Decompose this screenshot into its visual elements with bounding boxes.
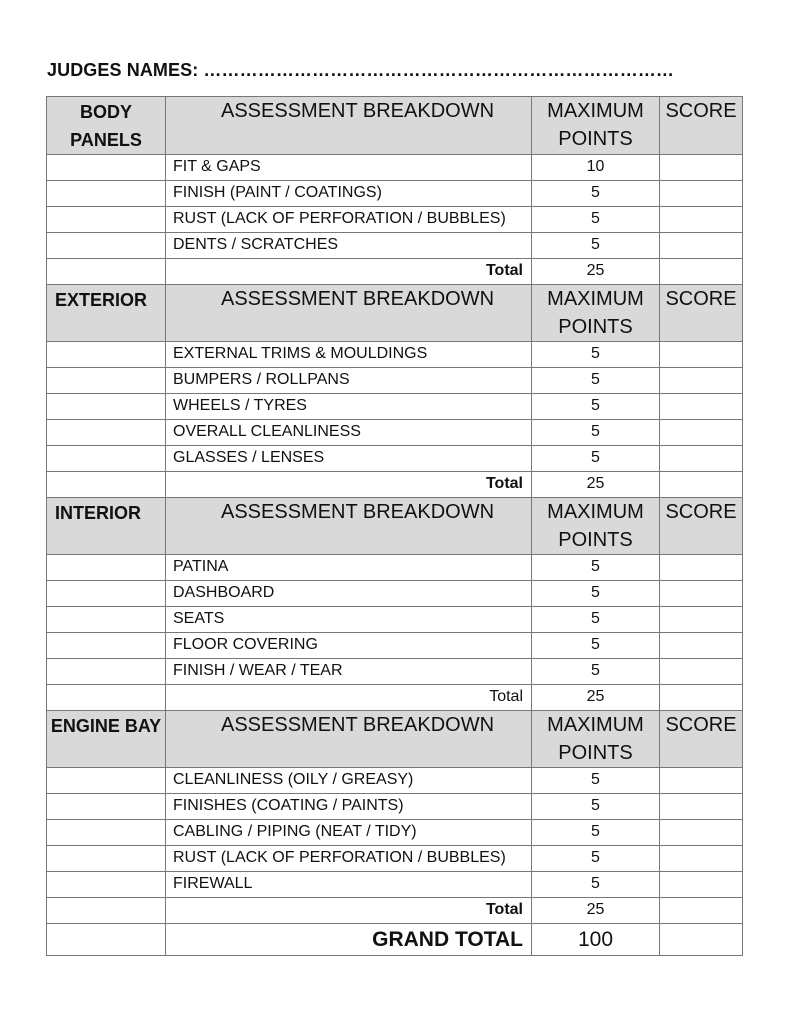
blank-cell xyxy=(47,820,166,846)
score-entry-cell[interactable] xyxy=(660,155,743,181)
criteria-max-points: 5 xyxy=(532,794,660,820)
criteria-row xyxy=(47,181,743,207)
criteria-label: RUST (LACK OF PERFORATION / BUBBLES) xyxy=(166,207,532,233)
criteria-label: FIREWALL xyxy=(166,872,532,898)
criteria-row xyxy=(47,446,743,472)
blank-cell xyxy=(47,446,166,472)
section-header-engine-bay xyxy=(47,711,743,768)
blank-cell xyxy=(47,846,166,872)
total-score-cell[interactable] xyxy=(660,259,743,285)
judging-score-table xyxy=(46,96,743,956)
criteria-max-points: 5 xyxy=(532,555,660,581)
score-entry-cell[interactable] xyxy=(660,768,743,794)
score-heading: SCORE xyxy=(660,711,743,768)
criteria-max-points: 5 xyxy=(532,633,660,659)
criteria-row xyxy=(47,233,743,259)
score-entry-cell[interactable] xyxy=(660,633,743,659)
blank-cell xyxy=(47,259,166,285)
score-entry-cell[interactable] xyxy=(660,846,743,872)
maximum-points-heading: MAXIMUM POINTS xyxy=(532,498,660,555)
criteria-label: FLOOR COVERING xyxy=(166,633,532,659)
maximum-points-heading: MAXIMUM POINTS xyxy=(532,285,660,342)
criteria-max-points: 5 xyxy=(532,820,660,846)
criteria-max-points: 5 xyxy=(532,342,660,368)
grand-total-label: GRAND TOTAL xyxy=(166,924,532,956)
total-points: 25 xyxy=(532,898,660,924)
maximum-points-heading: MAXIMUM POINTS xyxy=(532,711,660,768)
score-entry-cell[interactable] xyxy=(660,394,743,420)
score-entry-cell[interactable] xyxy=(660,181,743,207)
grand-total-row xyxy=(47,924,743,956)
blank-cell xyxy=(47,181,166,207)
section-header-exterior xyxy=(47,285,743,342)
criteria-max-points: 5 xyxy=(532,659,660,685)
criteria-row xyxy=(47,794,743,820)
section-title: BODY PANELS xyxy=(47,97,166,155)
criteria-max-points: 5 xyxy=(532,207,660,233)
criteria-label: DASHBOARD xyxy=(166,581,532,607)
criteria-label: GLASSES / LENSES xyxy=(166,446,532,472)
grand-total-value: 100 xyxy=(532,924,660,956)
criteria-row xyxy=(47,555,743,581)
maximum-points-heading: MAXIMUM POINTS xyxy=(532,97,660,155)
total-score-cell[interactable] xyxy=(660,685,743,711)
section-title: EXTERIOR xyxy=(47,285,166,342)
blank-cell xyxy=(47,924,166,956)
blank-cell xyxy=(47,342,166,368)
criteria-label: WHEELS / TYRES xyxy=(166,394,532,420)
blank-cell xyxy=(47,368,166,394)
score-entry-cell[interactable] xyxy=(660,446,743,472)
criteria-label: CABLING / PIPING (NEAT / TIDY) xyxy=(166,820,532,846)
total-score-cell[interactable] xyxy=(660,898,743,924)
criteria-row xyxy=(47,420,743,446)
criteria-row xyxy=(47,368,743,394)
criteria-max-points: 5 xyxy=(532,768,660,794)
criteria-row xyxy=(47,633,743,659)
assessment-breakdown-heading: ASSESSMENT BREAKDOWN xyxy=(166,97,532,155)
criteria-label: CLEANLINESS (OILY / GREASY) xyxy=(166,768,532,794)
total-label: Total xyxy=(166,685,532,711)
blank-cell xyxy=(47,659,166,685)
criteria-row xyxy=(47,207,743,233)
criteria-row xyxy=(47,872,743,898)
criteria-label: DENTS / SCRATCHES xyxy=(166,233,532,259)
criteria-row xyxy=(47,846,743,872)
criteria-label: SEATS xyxy=(166,607,532,633)
criteria-label: FIT & GAPS xyxy=(166,155,532,181)
blank-cell xyxy=(47,555,166,581)
criteria-max-points: 5 xyxy=(532,181,660,207)
criteria-row xyxy=(47,394,743,420)
criteria-row xyxy=(47,820,743,846)
blank-cell xyxy=(47,633,166,659)
section-title: INTERIOR xyxy=(47,498,166,555)
criteria-max-points: 5 xyxy=(532,233,660,259)
criteria-label: OVERALL CLEANLINESS xyxy=(166,420,532,446)
assessment-breakdown-heading: ASSESSMENT BREAKDOWN xyxy=(166,711,532,768)
criteria-max-points: 10 xyxy=(532,155,660,181)
score-entry-cell[interactable] xyxy=(660,794,743,820)
criteria-row xyxy=(47,659,743,685)
blank-cell xyxy=(47,207,166,233)
assessment-breakdown-heading: ASSESSMENT BREAKDOWN xyxy=(166,498,532,555)
score-heading: SCORE xyxy=(660,97,743,155)
criteria-max-points: 5 xyxy=(532,368,660,394)
criteria-max-points: 5 xyxy=(532,872,660,898)
section-total-row xyxy=(47,472,743,498)
criteria-label: EXTERNAL TRIMS & MOULDINGS xyxy=(166,342,532,368)
criteria-label: FINISHES (COATING / PAINTS) xyxy=(166,794,532,820)
blank-cell xyxy=(47,607,166,633)
criteria-row xyxy=(47,768,743,794)
blank-cell xyxy=(47,872,166,898)
total-label: Total xyxy=(166,259,532,285)
section-total-row xyxy=(47,898,743,924)
criteria-label: BUMPERS / ROLLPANS xyxy=(166,368,532,394)
score-entry-cell[interactable] xyxy=(660,820,743,846)
score-entry-cell[interactable] xyxy=(660,420,743,446)
total-points: 25 xyxy=(532,472,660,498)
score-entry-cell[interactable] xyxy=(660,581,743,607)
score-entry-cell[interactable] xyxy=(660,233,743,259)
section-total-row xyxy=(47,685,743,711)
criteria-max-points: 5 xyxy=(532,846,660,872)
blank-cell xyxy=(47,768,166,794)
blank-cell xyxy=(47,794,166,820)
criteria-max-points: 5 xyxy=(532,446,660,472)
score-entry-cell[interactable] xyxy=(660,872,743,898)
criteria-label: FINISH / WEAR / TEAR xyxy=(166,659,532,685)
total-points: 25 xyxy=(532,259,660,285)
blank-cell xyxy=(47,581,166,607)
blank-cell xyxy=(47,898,166,924)
blank-cell xyxy=(47,420,166,446)
section-header-body-panels xyxy=(47,97,743,155)
score-entry-cell[interactable] xyxy=(660,659,743,685)
score-entry-cell[interactable] xyxy=(660,368,743,394)
criteria-label: RUST (LACK OF PERFORATION / BUBBLES) xyxy=(166,846,532,872)
score-entry-cell[interactable] xyxy=(660,207,743,233)
total-points: 25 xyxy=(532,685,660,711)
total-label: Total xyxy=(166,898,532,924)
criteria-row xyxy=(47,607,743,633)
criteria-label: FINISH (PAINT / COATINGS) xyxy=(166,181,532,207)
blank-cell xyxy=(47,233,166,259)
criteria-label: PATINA xyxy=(166,555,532,581)
blank-cell xyxy=(47,155,166,181)
score-entry-cell[interactable] xyxy=(660,555,743,581)
grand-total-score-cell[interactable] xyxy=(660,924,743,956)
blank-cell xyxy=(47,472,166,498)
section-header-interior xyxy=(47,498,743,555)
judges-names-line: JUDGES NAMES: …………………………………………………………………… xyxy=(47,60,675,80)
criteria-row xyxy=(47,342,743,368)
score-heading: SCORE xyxy=(660,498,743,555)
criteria-max-points: 5 xyxy=(532,420,660,446)
criteria-row xyxy=(47,581,743,607)
total-score-cell[interactable] xyxy=(660,472,743,498)
score-entry-cell[interactable] xyxy=(660,342,743,368)
score-heading: SCORE xyxy=(660,285,743,342)
assessment-breakdown-heading: ASSESSMENT BREAKDOWN xyxy=(166,285,532,342)
criteria-row xyxy=(47,155,743,181)
criteria-max-points: 5 xyxy=(532,581,660,607)
section-title: ENGINE BAY xyxy=(47,711,166,768)
total-label: Total xyxy=(166,472,532,498)
blank-cell xyxy=(47,394,166,420)
criteria-max-points: 5 xyxy=(532,394,660,420)
section-total-row xyxy=(47,259,743,285)
blank-cell xyxy=(47,685,166,711)
criteria-max-points: 5 xyxy=(532,607,660,633)
score-entry-cell[interactable] xyxy=(660,607,743,633)
